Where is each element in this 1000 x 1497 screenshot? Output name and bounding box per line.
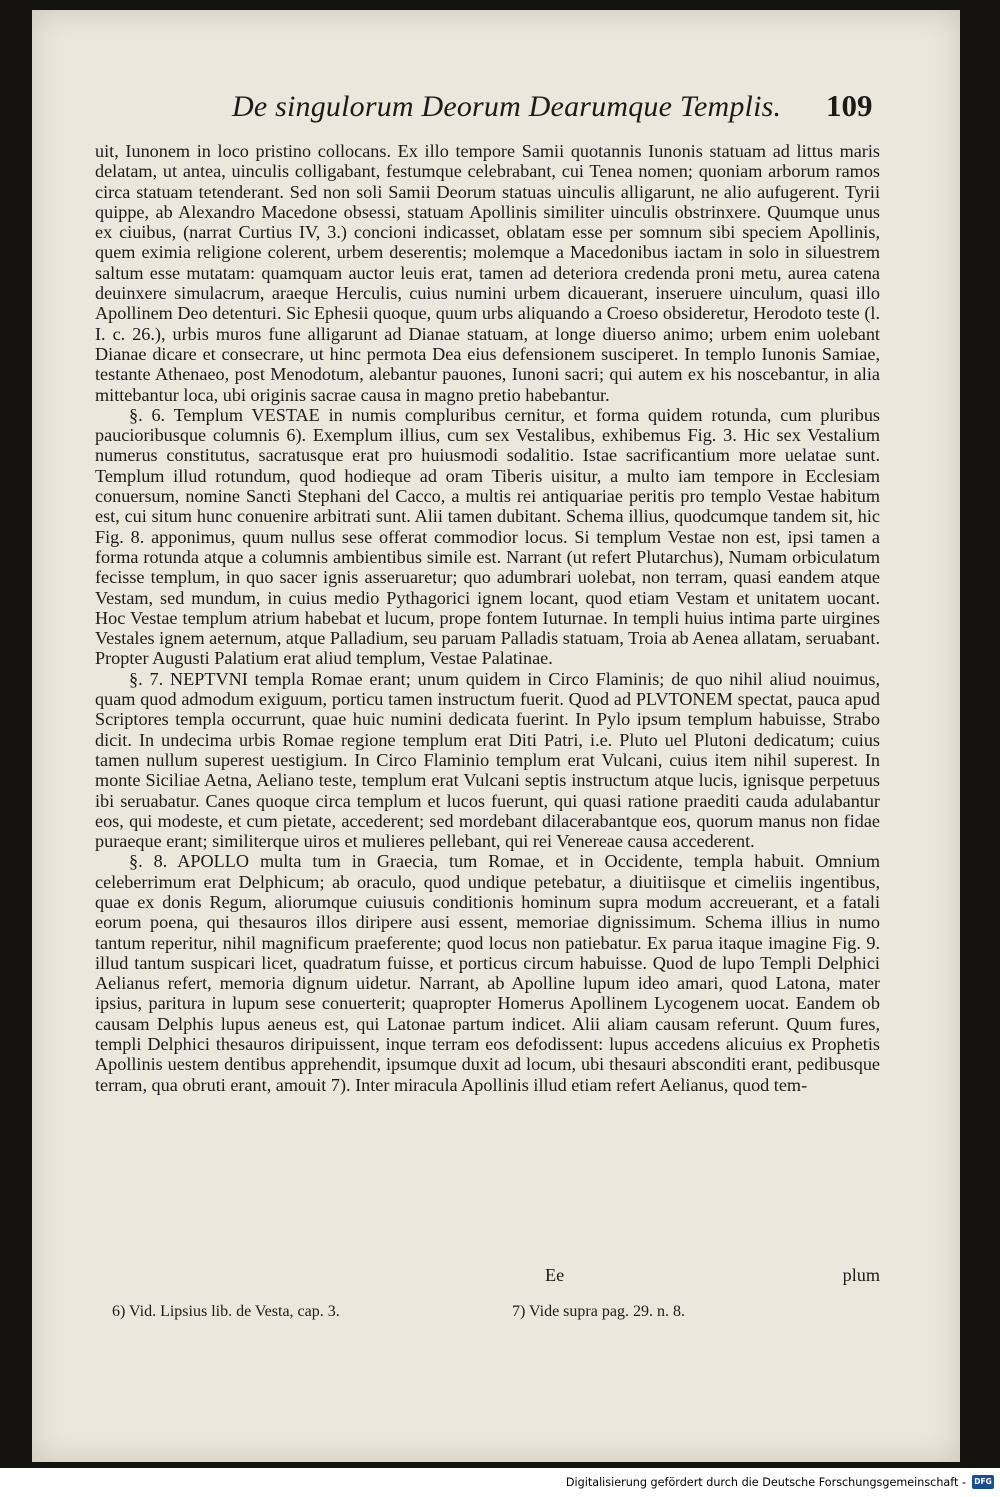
dfg-logo-icon: DFG — [972, 1475, 994, 1489]
body-text — [95, 141, 880, 1095]
paragraph-section-8: §. 8. APOLLO multa tum in Graecia, tum Romae, et in Occidente, templa habuit. Omnium celeberrimum erat Delphicum; ab oraculo, quod undique petebatur, a diuitiisque et cimeliis ingentibus, quae ex donis Regum, aliorumque cuiusuis conditionis hominum supra modum accreuerant, et a fatali eorum poena, qui thesauros illos diripere ausi essent, memoriae dignissimum. Schema illius in numo tantum reperitur, nihil magnificum praeferente; quod locus non patiebatur. Ex parua itaque imagine Fig. 9. illud tantum suspicari licet, quadratum fuisse, et porticus circum habuisse. Quod de lupo Templi Delphici Aelianus refert, memoria dignum uidetur. Narrant, ab Apolline lupum ideo amari, quod Latona, mater ipsius, paritura in lupum sese conuerterit; quapropter Homerus Apollinem Lycogenem uocat. Eandem ob causam Delphis lupus aeneus est, qui Latonae partum indicet. Alii aliam causam referunt. Quum fures, templi Delphici thesauros diripuissent, inque terram eos defodissent: lupus accedens alicuius ex Prophetis Apollinis uestem dentibus apprehendit, ipsumque duxit ad locum, ubi thesauri absconditi erant, pedibusque terram, qua obruti erant, amouit 7). Inter miracula Apollinis illud etiam refert Aelianus, quod tem- — [95, 851, 880, 1095]
footer-bar — [0, 1470, 1000, 1497]
footnote: 6) Vid. Lipsius lib. de Vesta, cap. 3. — [112, 1303, 340, 1320]
paragraph-section-7: §. 7. NEPTVNI templa Romae erant; unum quidem in Circo Flaminis; de quo nihil aliud nouimus, quam quod admodum exiguum, porticu tamen instructum fuerit. Quod ad PLVTONEM spectat, pauca apud Scriptores templa occurrunt, quae huic numini dedicata fuerint. In Pylo ipsum templum habuisse, Strabo dicit. In undecima urbis Romae regione templum erat Diti Patri, i.e. Pluto uel Plutoni dedicatum; cuius tamen nullum superest uestigium. In Circo Flaminio templum erat Vulcani, cuius item nihil superest. In monte Siciliae Aetna, Aeliano teste, templum erat Vulcani septis instructum atque lucis, ignisque perpetuus ibi seruabatur. Canes quoque circa templum et lucos fuerunt, qui quasi ratione praediti cauda adulabantur eos, qui modeste, et cum pietate, accederent; sed mordebant dilacerabantque eos, quorum manus non fidae puraeque erant; similiterque uiros et mulieres pellebant, qui rei Venereae causa accederent. — [95, 668, 880, 852]
running-head: De singulorum Deorum Dearumque Templis. — [232, 90, 782, 123]
page-number: 109 — [826, 88, 873, 123]
paragraph-section-6: §. 6. Templum VESTAE in numis compluribus cernitur, et forma quidem rotunda, cum pluribus paucioribusque columnis 6). Exemplum illius, cum sex Vestalibus, exhibemus Fig. 3. Hic sex Vestalium numerus constitutus, sacratusque erat pro huiusmodi sodalitio. Istae sacrificantium more uelatae sunt. Templum illud rotundum, quod hodieque ad oram Tiberis uisitur, a multo iam tempore in Ecclesiam conuersum, nomine Sancti Stephani del Cacco, a multis rei antiquariae peritis pro templo Vestae habitum est, cui situm hunc conuenire arbitrati sunt. Alii tamen dubitant. Schema illius, quodcumque tandem sit, hic Fig. 8. apponimus, quum nullus sese offerat commodior locus. Si templum Vestae non est, ipsi tamen a forma rotunda atque a columnis ambientibus simile est. Narrant (ut refert Plutarchus), Numam orbiculatum fecisse templum, in quo sacer ignis asseruaretur; quo adumbrari uolebat, non terram, quasi eandem atque Vestam, sed mundum, in cuius medio Pythagorici ignem locant, quod etiam Vestam et unitatem uocant. Hoc Vestae templum atrium habebat et lucum, prope fontem Iuturnae. In templi huius intima parte uirgines Vestales ignem aeternum, atque Palladium, seu paruam Palladis statuam, Troia ab Aenea allatam, seruabant. Propter Augusti Palatium erat aliud templum, Vestae Palatinae. — [95, 404, 880, 669]
signature-mark: Ee — [545, 1265, 565, 1285]
paragraph-intro: uit, Iunonem in loco pristino collocans. Ex illo tempore Samii quotannis Iunonis statuam ad littus maris delatam, ut antea, uinculis colligabant, festumque celebrabant, cui Tenea nomen; quoniam arborum ramos circa statuam tetenderant. Sed non soli Samii Deorum statuas uinculis alligarunt, ne alio aufugerent. Tyrii quippe, ab Alexandro Macedone obsessi, statuam Apollinis similiter uinculis obstrinxere. Quumque unus ex ciuibus, (narrat Curtius IV, 3.) concioni indicasset, oblatam esse per somnum sibi speciem Apollinis, quem eximia religione colerent, urbem deserentis; molemque a Macedonibus iactam in solo in siluestrem saltum esse mutatam: quamquam auctor leuis erat, tamen ad deteriora credenda proni metu, aurea catena deuinxere simulacrum, araeque Herculis, cuius numini urbem dicauerant, inseruere uinculum, quasi illo Apollinem Deo detenturi. Sic Ephesii quoque, quum urbs aliquando a Croeso obsideretur, Herodoto teste (l. I. c. 26.), urbis muros fune alligarunt ad Dianae statuam, at longe diuerso animo; urbem enim uolebant Dianae dicare et consecrare, ut hinc permota Dea eius defensionem susciperet. In templo Iunonis Samiae, testante Athenaeo, post Menodotum, alebantur pauones, Iunoni sacri; qui autem ex his noscebantur, in alia mittebantur loca, ubi originis sacrae causa in magno pretio habebantur. — [95, 141, 880, 405]
funding-note: Digitalisierung gefördert durch die Deutsche Forschungsgemeinschaft - — [565, 1476, 966, 1489]
footnotes — [112, 1303, 832, 1327]
footnote: 7) Vide supra pag. 29. n. 8. — [512, 1303, 685, 1320]
catchword-row — [95, 1265, 880, 1287]
catchword: plum — [842, 1265, 880, 1285]
book-page — [32, 10, 960, 1462]
